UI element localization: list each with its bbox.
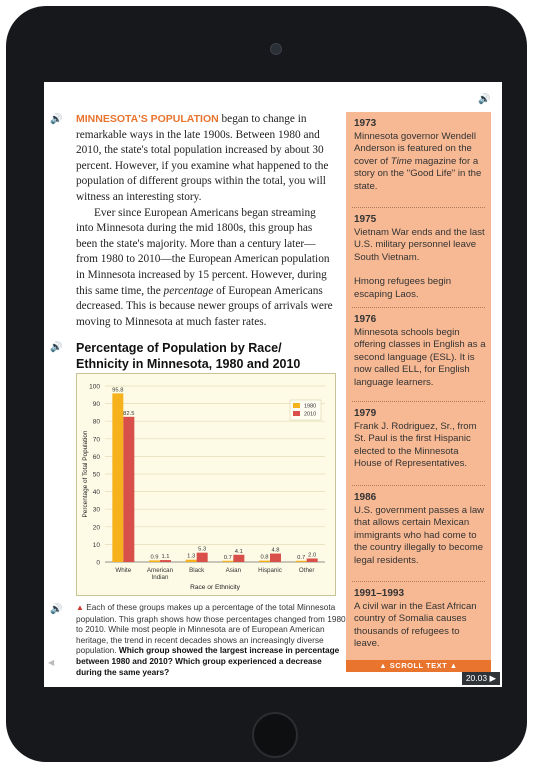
data-label: 82.5 (123, 410, 135, 417)
bar-2010-black (197, 553, 208, 562)
timeline-entry-1986: 1986 U.S. government passes a law that allows certain Mexican immigrants who had come to the country illegally to become legal residents. (354, 492, 485, 566)
bar-2010-american-indian (160, 560, 171, 562)
ebook-page (44, 82, 502, 687)
legend-label: 1980 (304, 403, 317, 410)
data-label: 0.7 (297, 554, 306, 561)
timeline-entry-1973: 1973 Minnesota governor Wendell Anderson is featured on the cover of Time magazine for a story on the "Good Life" in the state. (354, 118, 482, 192)
bar-2010-hispanic (270, 554, 281, 562)
x-tick-label: Indian (151, 574, 169, 581)
legend-label: 2010 (304, 411, 317, 418)
y-axis-label: Percentage of Total Population (82, 430, 89, 518)
bar-1980-asian (222, 561, 233, 562)
y-tick-label: 70 (92, 436, 100, 444)
x-tick-label: Black (189, 567, 205, 574)
y-tick-label: 80 (92, 418, 100, 426)
data-label: 1.3 (187, 553, 196, 560)
timeline-divider (352, 485, 485, 486)
data-label: 0.9 (150, 554, 159, 561)
x-tick-label: White (115, 567, 132, 574)
page-number[interactable]: 20.03 ▶ (462, 672, 500, 685)
speaker-icon[interactable]: 🔊 (50, 342, 63, 353)
prev-page-arrow-icon[interactable]: ◀ (48, 658, 55, 667)
bar-chart (76, 373, 336, 596)
y-tick-label: 40 (92, 489, 100, 497)
y-tick-label: 20 (92, 524, 100, 532)
timeline-entry-1979: 1979 Frank J. Rodriguez, Sr., from St. Paul is the first Hispanic elected to the Minnesota House of Representatives. (354, 408, 477, 470)
data-label: 4.8 (271, 547, 280, 554)
data-label: 2.0 (308, 552, 317, 559)
data-label: 1.1 (161, 554, 170, 561)
speaker-icon[interactable]: 🔊 (50, 114, 63, 125)
tablet-device (6, 6, 527, 762)
bar-1980-white (112, 393, 123, 562)
y-tick-label: 10 (92, 541, 100, 549)
x-tick-label: Hispanic (258, 567, 282, 574)
chart-caption: ▲ Each of these groups makes up a percentage of the total Minnesota population. This graph shows how those percentages changed from 1980 to 2010. While most people in Minnesota are of European American heritage, the trend in recent decades shows an increasingly diverse population. Which group showed the largest increase in percentage between 1980 and 2010? Which group experienced a decrease during the same years? (76, 602, 346, 677)
timeline-entry-1976: 1976 Minnesota schools begin offering classes in English as a second language (ESL). It is now called ELL, for English language learners. (354, 314, 486, 388)
speaker-icon[interactable]: 🔊 (478, 94, 491, 105)
legend-swatch (293, 403, 300, 408)
camera (270, 43, 282, 55)
home-button[interactable] (252, 712, 298, 758)
y-tick-label: 50 (92, 471, 100, 479)
x-tick-label: American (146, 567, 174, 574)
x-tick-label: Asian (225, 567, 242, 574)
bar-1980-hispanic (259, 561, 270, 562)
speaker-icon[interactable]: 🔊 (50, 604, 63, 615)
timeline-divider (352, 581, 485, 582)
data-label: 0.8 (260, 554, 269, 561)
x-tick-label: Other (298, 567, 315, 574)
timeline-sidebar[interactable] (346, 112, 491, 660)
data-label: 0.7 (223, 554, 232, 561)
y-tick-label: 0 (96, 559, 100, 567)
y-tick-label: 60 (92, 453, 100, 461)
timeline-divider (352, 401, 485, 402)
data-label: 4.1 (234, 548, 243, 555)
y-tick-label: 90 (92, 401, 100, 409)
scroll-text-button[interactable]: ▲ SCROLL TEXT ▲ (346, 660, 491, 672)
legend-swatch (293, 411, 300, 416)
timeline-divider (352, 207, 485, 208)
timeline-entry-1991-1993: 1991–1993 A civil war in the East African country of Somalia causes thousands of refugees to leave. (354, 588, 477, 650)
body-text: MINNESOTA'S POPULATION began to change in remarkable ways in the late 1900s. Between 1980 and 2010, the state's total population increased by about 30 percent. However, if you examine what happened to the population of different groups within the total, you will witness an interesting story. Ever since European Americans began streaming into Minnesota during the mid 1800s, this group has been the state's majority. More than a century later—from 1980 to 2010—the European American population in Minnesota increased by 15 percent. However, during this same time, the percentage of European Americans decreased. This is because newer groups of arrivals were moving to Minnesota at much faster rates. (76, 113, 333, 328)
timeline-entry-1975: 1975 Vietnam War ends and the last U.S. military personnel leave South Vietnam. Hmong refugees begin escaping Laos. (354, 214, 485, 300)
bar-2010-asian (233, 555, 244, 562)
y-tick-label: 100 (89, 383, 100, 391)
bar-2010-other (307, 558, 318, 562)
bar-1980-other (296, 561, 307, 562)
timeline-divider (352, 307, 485, 308)
chart-title: Percentage of Population by Race/ Ethnicity in Minnesota, 1980 and 2010 (76, 341, 301, 371)
y-tick-label: 30 (92, 506, 100, 514)
section-lead: MINNESOTA'S POPULATION (76, 113, 219, 125)
caption-question: Which group showed the largest increase in percentage between 1980 and 2010? Which group experienced a decrease during the same years? (76, 645, 340, 677)
chart-svg (77, 374, 335, 595)
data-label: 5.3 (198, 546, 207, 553)
x-axis-label: Race or Ethnicity (190, 584, 240, 591)
bar-2010-white (123, 417, 134, 562)
caption-marker-icon: ▲ (76, 603, 84, 612)
bar-1980-american-indian (149, 560, 160, 562)
data-label: 95.8 (112, 387, 124, 394)
bar-1980-black (186, 560, 197, 562)
